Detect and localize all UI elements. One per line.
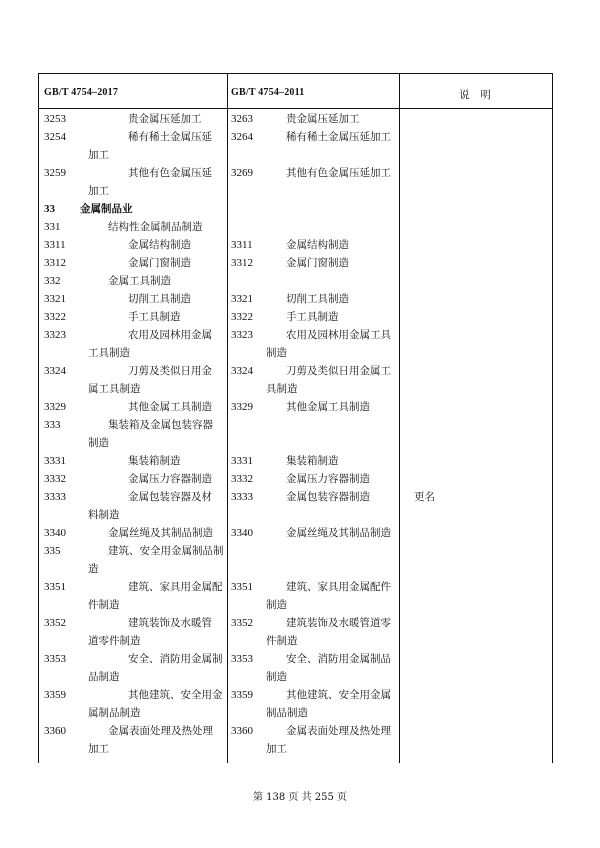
code-2017: 3353	[44, 653, 66, 665]
name-2011-continued: 加工	[266, 743, 287, 755]
code-2011: 3322	[231, 311, 253, 323]
name-2017: 农用及园林用金属	[128, 329, 212, 341]
name-2017: 建筑装饰及水暖管	[128, 617, 212, 629]
code-2011: 3340	[231, 527, 253, 539]
code-2011: 3312	[231, 257, 253, 269]
name-2017: 金属门窗制造	[128, 257, 191, 269]
name-2017: 结构性金属制品制造	[108, 221, 203, 233]
table-row	[38, 398, 553, 416]
code-2011: 3269	[231, 167, 253, 179]
code-2017: 3340	[44, 527, 66, 539]
code-2017: 333	[44, 419, 61, 431]
name-2017-continued: 工具制造	[88, 347, 130, 359]
name-2017-continued: 道零件制造	[88, 635, 141, 647]
code-2011: 3324	[231, 365, 253, 377]
name-2011: 集装箱制造	[286, 455, 339, 467]
code-2011: 3264	[231, 131, 253, 143]
code-2011: 3359	[231, 689, 253, 701]
name-2017: 建筑、安全用金属制品制	[108, 545, 224, 557]
code-2017: 3323	[44, 329, 66, 341]
name-2011: 手工具制造	[286, 311, 339, 323]
name-2011: 建筑、家具用金属配件	[286, 581, 391, 593]
name-2017-continued: 制造	[88, 437, 109, 449]
table-row	[38, 722, 553, 758]
code-2011: 3263	[231, 113, 253, 125]
code-2017: 3321	[44, 293, 66, 305]
name-2011-continued: 制品制造	[266, 707, 308, 719]
table-row	[38, 326, 553, 362]
table-row	[38, 128, 553, 164]
name-2017-continued: 属工具制造	[88, 383, 141, 395]
name-2017: 集装箱及金属包装容器	[108, 419, 213, 431]
name-2011-continued: 制造	[266, 671, 287, 683]
table-row	[38, 650, 553, 686]
table-row	[38, 308, 553, 326]
name-2017: 稀有稀土金属压延	[128, 131, 212, 143]
name-2017: 刀剪及类似日用金	[128, 365, 212, 377]
name-2011-continued: 制造	[266, 347, 287, 359]
code-2017: 3359	[44, 689, 66, 701]
name-2011: 农用及园林用金属工具	[286, 329, 391, 341]
table-row	[38, 542, 553, 578]
code-2011: 3351	[231, 581, 253, 593]
code-2011: 3321	[231, 293, 253, 305]
code-2017: 331	[44, 221, 61, 233]
code-2011: 3329	[231, 401, 253, 413]
name-2017: 手工具制造	[128, 311, 181, 323]
name-2017: 金属工具制造	[108, 275, 171, 287]
name-2017: 切削工具制造	[128, 293, 191, 305]
name-2017: 建筑、家具用金属配	[128, 581, 223, 593]
table-row	[38, 452, 553, 470]
table-row	[38, 524, 553, 542]
code-2011: 3323	[231, 329, 253, 341]
table-border-top	[38, 73, 553, 74]
table-row	[38, 488, 553, 524]
code-2017: 3332	[44, 473, 66, 485]
name-2011: 金属结构制造	[286, 239, 349, 251]
name-2017-continued: 件制造	[88, 599, 120, 611]
header-divider	[38, 108, 553, 109]
name-2011: 切削工具制造	[286, 293, 349, 305]
name-2017-continued: 加工	[88, 185, 109, 197]
code-2017: 3254	[44, 131, 66, 143]
table-row	[38, 416, 553, 452]
code-2017: 3352	[44, 617, 66, 629]
name-2011: 金属压力容器制造	[286, 473, 370, 485]
table-row	[38, 110, 553, 128]
code-2011: 3353	[231, 653, 253, 665]
code-2011: 3360	[231, 725, 253, 737]
table-row	[38, 290, 553, 308]
name-2017-continued: 加工	[88, 149, 109, 161]
name-2017: 其他金属工具制造	[128, 401, 212, 413]
header-notes: 说 明	[459, 89, 492, 101]
name-2017: 金属包装容器及材	[128, 491, 212, 503]
name-2011: 贵金属压延加工	[286, 113, 360, 125]
name-2017: 其他建筑、安全用金	[128, 689, 223, 701]
code-2017: 3351	[44, 581, 66, 593]
name-2017: 金属压力容器制造	[128, 473, 212, 485]
name-2017: 金属表面处理及热处理	[108, 725, 213, 737]
name-2011-continued: 具制造	[266, 383, 298, 395]
name-2011: 金属门窗制造	[286, 257, 349, 269]
name-2017-continued: 料制造	[88, 509, 120, 521]
code-2017: 33	[44, 203, 55, 215]
name-2017-continued: 属制品制造	[88, 707, 141, 719]
code-2017: 3331	[44, 455, 66, 467]
table-row	[38, 200, 553, 218]
code-2017: 3324	[44, 365, 66, 377]
name-2011: 其他有色金属压延加工	[286, 167, 391, 179]
code-2017: 3360	[44, 725, 66, 737]
table-row	[38, 362, 553, 398]
page-number: 第 138 页 共 255 页	[252, 792, 348, 803]
table-row	[38, 218, 553, 236]
name-2017-continued: 加工	[88, 743, 109, 755]
code-2017: 3259	[44, 167, 66, 179]
code-2011: 3331	[231, 455, 253, 467]
table-row	[38, 272, 553, 290]
name-2017: 金属结构制造	[128, 239, 191, 251]
name-2017: 集装箱制造	[128, 455, 181, 467]
name-2011: 安全、消防用金属制品	[286, 653, 391, 665]
header-gbt-2017: GB/T 4754–2017	[44, 87, 119, 98]
note: 更名	[414, 491, 435, 503]
code-2017: 335	[44, 545, 61, 557]
name-2011: 其他建筑、安全用金属	[286, 689, 391, 701]
table-row	[38, 164, 553, 200]
name-2011: 金属丝绳及其制品制造	[286, 527, 391, 539]
code-2017: 3312	[44, 257, 66, 269]
code-2017: 3329	[44, 401, 66, 413]
code-2011: 3332	[231, 473, 253, 485]
name-2017: 其他有色金属压延	[128, 167, 212, 179]
table-row	[38, 470, 553, 488]
header-gbt-2011: GB/T 4754–2011	[231, 87, 305, 98]
code-2017: 3322	[44, 311, 66, 323]
table-row	[38, 578, 553, 614]
name-2017-continued: 造	[88, 563, 99, 575]
code-2011: 3333	[231, 491, 253, 503]
name-2011: 建筑装饰及水暖管道零	[286, 617, 391, 629]
name-2011-continued: 件制造	[266, 635, 298, 647]
name-2017: 金属丝绳及其制品制造	[108, 527, 213, 539]
code-2017: 3253	[44, 113, 66, 125]
code-2017: 332	[44, 275, 61, 287]
code-2011: 3311	[231, 239, 253, 251]
name-2011: 刀剪及类似日用金属工	[286, 365, 391, 377]
code-2011: 3352	[231, 617, 253, 629]
name-2011-continued: 制造	[266, 599, 287, 611]
table-row	[38, 236, 553, 254]
name-2011: 其他金属工具制造	[286, 401, 370, 413]
table-row	[38, 686, 553, 722]
name-2011: 金属表面处理及热处理	[286, 725, 391, 737]
name-2011: 金属包装容器制造	[286, 491, 370, 503]
name-2017-continued: 品制造	[88, 671, 120, 683]
code-2017: 3311	[44, 239, 66, 251]
name-2017: 金属制品业	[80, 203, 133, 215]
name-2011: 稀有稀土金属压延加工	[286, 131, 391, 143]
table-row	[38, 254, 553, 272]
name-2017: 贵金属压延加工	[128, 113, 202, 125]
name-2017: 安全、消防用金属制	[128, 653, 223, 665]
table-frame	[38, 73, 553, 763]
table-row	[38, 614, 553, 650]
code-2017: 3333	[44, 491, 66, 503]
